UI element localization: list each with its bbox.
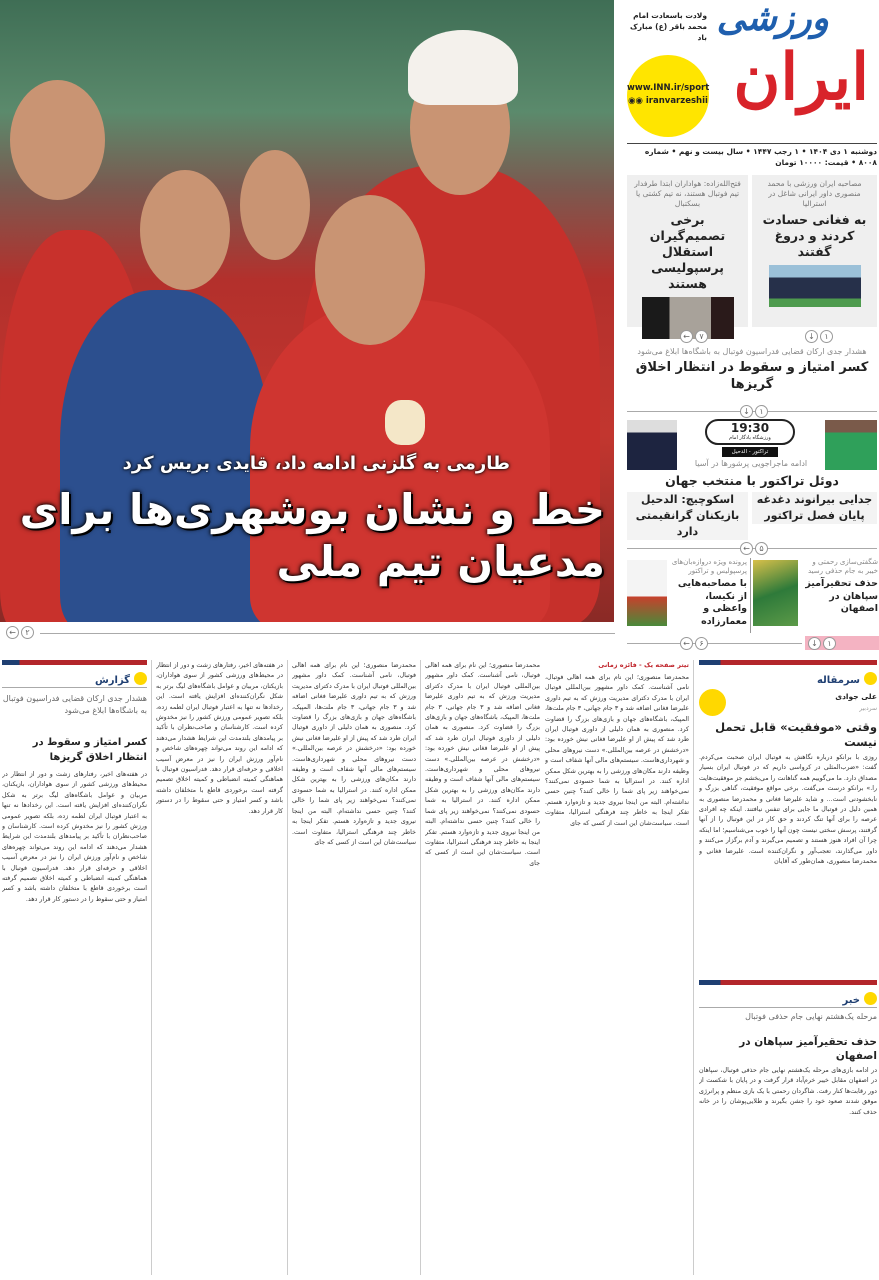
report-section: گزارش (2, 668, 147, 687)
newspaper-page-thumb (627, 560, 667, 626)
interview-kicker: تیتر صفحه یک - فائزه زمانی (598, 661, 689, 669)
social-handle: iranvarzeshii (645, 96, 708, 106)
goalkeeper-photo (825, 420, 877, 470)
author-role: سردبیر (859, 705, 877, 712)
occasion-note: ولادت باسعادت امام محمد باقر (ع) مبارک باد (630, 11, 707, 42)
match-teaser-left[interactable]: اسکوچیچ: الدحیل بازیکنان گرانقیمتی دارد (627, 492, 748, 540)
page-ref[interactable]: ↓ ۱ (740, 405, 768, 418)
shirt-number-nine (385, 400, 425, 445)
match-teaser-right[interactable]: جدایی بیرانوند دغدغه پایان فصل تراکتور (752, 492, 877, 524)
teaser-sepahan[interactable]: شگفتی‌سازی رحمتی و خیبر به جام حذفی رسید حذف تحقیرآمیز سپاهان در اصفهان (805, 558, 878, 614)
page-ref[interactable]: ← ۵ (740, 542, 768, 555)
website-url[interactable]: www.INN.ir/sport (627, 83, 710, 93)
dateline: دوشنبه ۱ دی ۱۴۰۴ • ۱ رجب ۱۴۴۷ • سال بیست و نهم • شماره ۸۰۰۸ • قیمت: ۱۰۰۰۰ تومان (627, 143, 877, 168)
cover-headline[interactable]: خط و نشان بوشهری‌ها برای مدعیان تیم ملی (19, 485, 605, 586)
referees-photo (769, 265, 861, 307)
interview-body-col2: محمدرضا منصوری؛ این نام برای همه اهالی فوتبال، نامی آشناست. کمک داور مشهور بین‌المللی فوتبال ایران با مدرک دکترای مدیریت ورزش که به تیم داوری علیرضا فغانی اضافه شد و ۳ جام جهانی، ۳ جام ملت‌ها، المپیک، باشگاه‌های جهان و بازی‌های بزرگ را قضاوت کرد. منصوری به همان دلیلی از داوری فوتبال ایران طرد شد که پیش از او علیرضا فغانی نیش خورده بود: «درخشش در عرصه بین‌المللی.» دست نیروهای محلی و شهرداری‌هاست. سیستم‌های مالی آنها شفاف است و وظیفه دارند مکان‌های ورزشی را به بهترین شکل ممکن اداره کنند. در استرالیا به شما حسودی نمی‌کنند؟ نمی‌خواهند زیر پای شما را خالی کنند؟ چنین حسی نداشته‌ام. البته من اینجا نیروی جدید و تازه‌وارد هستم. تفکر اینجا به خاطر چند فرهنگی استرالیا، متفاوت است. سیاست‌شان این است از کسی که جای (425, 662, 540, 867)
report-title[interactable]: کسر امتیاز و سقوط در انتظار اخلاق گریزها (32, 737, 147, 763)
page-ref[interactable]: ↓ ۱ (808, 637, 836, 650)
editorial-section: سرمقاله (699, 668, 877, 687)
match-teams: تراکتور - الدحیل (722, 447, 778, 457)
page-ref[interactable]: ↓ ۱ (805, 330, 833, 343)
report-body: در هفته‌های اخیر، رفتارهای زشت و دور از انتظار در محیط‌های ورزشی کشور از سوی هواداران، بازیکنان، مربیان و عوامل باشگاه‌های لیگ برتر به شکل نگران‌کننده‌ای افزایش یافته است. این رخدادها نه تنها به اعتبار فوتبال ایران لطمه زده، بلکه تصویر عمومی ورزش کشور را نیز مخدوش کرده است. کارشناسان و صاحب‌نظران با تأکید بر پیامدهای بلندمدت این شرایط هشدار می‌دهند که ادامه این روند می‌تواند چهره‌های شاخص و نام‌آور ورزش ایران را نیز در معرض آسیب اخلاقی و حرفه‌ای قرار دهد. فدراسیون فوتبال با هماهنگی کمیته انضباطی و کمیته اخلاق تصمیم گرفته است برخوردی قاطع با متخلفان داشته باشد و کسر امتیاز و حتی سقوط را در دستور کار قرار دهد. (2, 771, 147, 903)
editorial-title[interactable]: وقتی «موفقیت» قابل تحمل نیست (715, 720, 877, 749)
news-title[interactable]: حذف تحقیرآمیز سپاهان در اصفهان (739, 1036, 877, 1062)
interview-body-col3: محمدرضا منصوری؛ این نام برای همه اهالی فوتبال، نامی آشناست. کمک داور مشهور بین‌المللی فوتبال ایران با مدرک دکترای مدیریت ورزش که به تیم داوری علیرضا فغانی اضافه شد و ۳ جام جهانی، ۳ جام ملت‌ها، المپیک، باشگاه‌های جهان و بازی‌های بزرگ را قضاوت کرد. منصوری به همان دلیلی از داوری فوتبال ایران طرد شد که پیش از او علیرضا فغانی نیش خورده بود: «درخشش در عرصه بین‌المللی.» دست نیروهای محلی و شهرداری‌هاست. سیستم‌های مالی آنها شفاف است و وظیفه دارند مکان‌های ورزشی را به بهترین شکل ممکن اداره کنند. در استرالیا به شما حسودی نمی‌کنند؟ نمی‌خواهند زیر پای شما را خالی کنند؟ چنین حسی نداشته‌ام. البته من اینجا نیروی جدید و تازه‌وارد هستم. تفکر اینجا به خاطر چند فرهنگی استرالیا، متفاوت است. سیاست‌شان این است از کسی که جای (292, 662, 416, 846)
news-body: در ادامه بازی‌های مرحله یک‌هشتم نهایی جام حذفی فوتبال، سپاهان در اصفهان مقابل خیبر خرم‌آباد قرار گرفت و در پایان با شکست از دور رقابت‌ها کنار رفت. شاگردان رحمتی با یک بازی منظم و پرانرژی موفق شدند صعود خود را جشن بگیرند و طلایی‌پوشان را در خانه حذف کنند. (699, 1067, 877, 1116)
editorial-body: روزی با برانکو درباره نگاهش به فوتبال ایران صحبت می‌کردم. گفت: «ضرب‌المثلی در کرواسی داریم که در فوتبال ایران بسیار مصداق دارد. ما می‌گوییم همه گناهانت را می‌بخشم جز موفقیت‌هایت را.» برانکو درست می‌گفت. برخی مواقع موفقیت، گناهی بزرگ و نابخشودنی است... و شاید علیرضا فغانی و محمدرضا منصوری به همین دلیل در فوتبال ما جایی برای تنفس نیافتند. اینکه چه افرادی عرصه را برای آنها تنگ کردند و حق کار در این فوتبال را از آنها گرفتند، پرسش سختی نیست چون آنها را خوب می‌شناسیم؛ اما اینکه چرا آن افراد هنوز هستند و تصمیم می‌گیرند و آدم برگزار می‌کنند و داور می‌گذارند، تعجب‌آور و نگران‌کننده است. علیرضا فغانی و محمدرضا منصوری، همان‌طور که آقایان (699, 754, 877, 866)
page-ref[interactable]: ← ۷ (680, 330, 708, 343)
newspaper-logo: ورزشی ایران (716, 0, 869, 115)
teaser-box[interactable]: مصاحبه ایران ورزشی با محمد منصوری داور ایرانی شاغل در استرالیا به فغانی حسادت کردند و دروغ گفتند (752, 175, 877, 327)
social-icon: ◉◉ (628, 96, 643, 106)
page-ref-cover[interactable]: ← ۲ (6, 626, 34, 639)
report-body-col2: در هفته‌های اخیر، رفتارهای زشت و دور از انتظار در محیط‌های ورزشی کشور از سوی هواداران، بازیکنان، مربیان و عوامل باشگاه‌های لیگ برتر به شکل نگران‌کننده‌ای افزایش یافته است. این رخدادها نه تنها به اعتبار فوتبال ایران لطمه زده، بلکه تصویر عمومی ورزش کشور را نیز مخدوش کرده است. کارشناسان و صاحب‌نظران با تأکید بر پیامدهای بلندمدت این شرایط هشدار می‌دهند که ادامه این روند می‌تواند چهره‌های شاخص و نام‌آور ورزش ایران را نیز در معرض آسیب اخلاقی و حرفه‌ای قرار دهد. فدراسیون فوتبال با هماهنگی کمیته انضباطی و کمیته اخلاق تصمیم گرفته است برخوردی قاطع با متخلفان داشته باشد و کسر امتیاز و حتی سقوط را در دستور کار قرار دهد. (156, 662, 283, 815)
match-title[interactable]: دوئل تراکتور با منتخب جهان (665, 473, 839, 488)
report-sub: هشدار جدی ارکان قضایی فدراسیون فوتبال به باشگاه‌ها ابلاغ می‌شود (2, 694, 147, 715)
match-photo (753, 560, 798, 626)
lead-story-2[interactable]: هشدار جدی ارکان قضایی فدراسیون فوتبال به باشگاه‌ها ابلاغ می‌شود کسر امتیاز و سقوط در انتظار اخلاق گریزها (635, 347, 869, 392)
interview-body-col1: محمدرضا منصوری؛ این نام برای همه اهالی فوتبال، نامی آشناست. کمک داور مشهور بین‌المللی فوتبال ایران با مدرک دکترای مدیریت ورزش که به تیم داوری علیرضا فغانی اضافه شد و ۳ جام جهانی، ۳ جام ملت‌ها، المپیک، باشگاه‌های جهان و بازی‌های بزرگ را قضاوت کرد. منصوری به همان دلیلی از داوری فوتبال ایران طرد شد که پیش از او علیرضا فغانی نیش خورده بود: «درخشش در عرصه بین‌المللی.» دست نیروهای محلی و شهرداری‌هاست. سیستم‌های مالی آنها شفاف است و وظیفه دارند مکان‌های ورزشی را به بهترین شکل ممکن اداره کنند. در استرالیا به شما حسودی نمی‌کنند؟ نمی‌خواهند زیر پای شما را خالی کنند؟ چنین حسی نداشته‌ام. البته من اینجا نیروی جدید و تازه‌وارد هستم. تفکر اینجا به خاطر چند فرهنگی استرالیا، متفاوت است. سیاست‌شان این است از کسی که جای (545, 674, 689, 827)
match-badge: 19:30 ورزشگاه یادگار امام (705, 419, 795, 445)
teaser-goalkeepers[interactable]: پرونده ویژه دروازه‌بان‌های پرسپولیس و تراکتور با مصاحبه‌هایی از نکیسا، واعظی و معمارزاده (671, 558, 747, 627)
news-sub: مرحله یک‌هشتم نهایی جام حذفی فوتبال (745, 1012, 877, 1021)
cover-kicker: طارمی به گلزنی ادامه داد، قایدی بریس کرد (122, 453, 510, 474)
coach-photo (627, 420, 677, 470)
teaser-box[interactable]: فتح‌الله‌زاده: هواداران ابتدا طرفدار تیم فوتبال هستند، نه تیم کشتی یا بسکتبال برخی تصمیم‌گیران استقلال پرسپولیسی هستند (627, 175, 748, 327)
arrow-left-icon: ← (6, 626, 19, 639)
news-section: خبر (699, 988, 877, 1007)
page-ref[interactable]: ← ۶ (680, 637, 708, 650)
author-name: علی جوادی (835, 692, 877, 701)
website-badge[interactable] (627, 55, 709, 137)
match-sub: ادامه ماجراجویی پرشورها در آسیا (694, 459, 808, 468)
author-avatar (699, 689, 726, 716)
